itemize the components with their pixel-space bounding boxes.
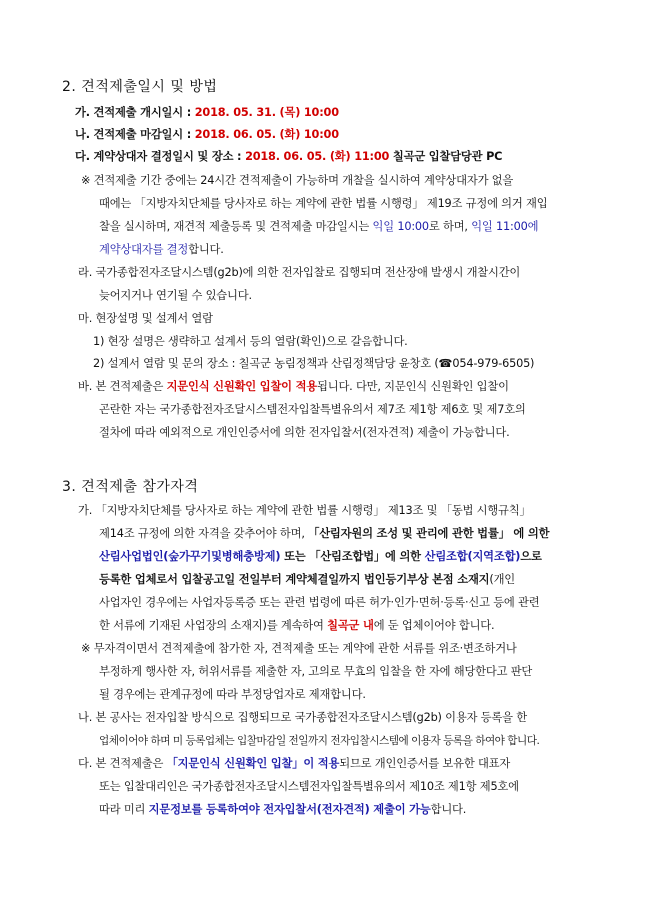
note2-line1: ※ 무자격이면서 견적제출에 참가한 자, 견적제출 또는 계약에 관한 서류를 위조·변조하거나: [81, 642, 517, 655]
note1-line3: [99, 220, 538, 234]
s3-ga-line2-start: 제14조 규정에 의한 자격을 갖추어야 하며,: [99, 527, 309, 540]
note1-line2: 때에는 「지방자치단체를 당사자로 하는 계약에 관한 법률 시행령」 제19조 규정에 의거 재입: [99, 197, 548, 210]
s3-ga-line5: 사업자인 경우에는 사업자등록증 또는 관련 법령에 따른 허가·인가·면허·등록·신고 등에 관련: [99, 596, 540, 609]
s3-da-fingerprint-applied: 「지문인식 신원확인 입찰」이 적용: [166, 757, 340, 770]
s3-da-line1-start: 다. 본 견적제출은: [78, 757, 167, 770]
note1-line4-end: 합니다.: [188, 243, 224, 256]
ga-label: 가. 견적제출 개시일시 :: [75, 106, 195, 119]
da-value: 2018. 06. 05. (화) 11:00: [245, 150, 390, 163]
da-decision-datetime: [75, 150, 502, 164]
ba-fingerprint-applied: 지문인식 신원확인 입찰이 적용: [166, 380, 318, 393]
s3-ga-line6: [99, 619, 494, 633]
note1-line1: ※ 견적제출 기간 중에는 24시간 견적제출이 가능하며 개찰을 실시하여 계약상대자가 없을: [81, 174, 514, 187]
s3-na-line1: 나. 본 공사는 전자입찰 방식으로 집행되므로 국가종합전자조달시스템(g2b) 이용자 등록을 한: [78, 711, 527, 724]
na-label: 나. 견적제출 마감일시 :: [75, 128, 195, 141]
s3-ga-union-law: 「산림조합법」에 의한: [309, 550, 425, 563]
s3-ga-line6-start: 한 서류에 기재된 사업장의 소재지)를 계속하여: [99, 619, 328, 632]
note1-line3-mid: 로 하며,: [428, 220, 472, 233]
section-3-title: 3. 견적제출 참가자격: [62, 479, 199, 495]
ba-line1-start: 바. 본 견적제출은: [78, 380, 167, 393]
s3-da-line2: 또는 입찰대리인은 국가종합전자조달시스템전자입찰특별유의서 제10조 제1항 제5호에: [99, 780, 519, 793]
ra-line2: 늦어지거나 연기될 수 있습니다.: [99, 289, 252, 302]
s3-ga-line4-end: (개인: [489, 573, 516, 586]
s3-ga-line4: [99, 573, 515, 587]
s3-ga-forest-law: 「산림자원의 조성 및 관리에 관한 법률」 에 의한: [308, 527, 550, 540]
s3-ga-line3: [99, 550, 542, 564]
na-close-datetime: [75, 128, 339, 142]
ma-title: 마. 현장설명 및 설계서 열람: [78, 312, 213, 325]
note1-line4: [99, 243, 224, 257]
s3-na-line2: 업체이어야 하며 미 등록업체는 입찰마감일 전일까지 전자입찰시스템에 이용자 등록을 하여야 합니다.: [99, 735, 540, 747]
note1-line3-text: 찰을 실시하며, 재견적 제출등록 및 견적제출 마감일시는: [99, 220, 373, 233]
s3-ga-line2: [99, 527, 549, 541]
section-2-title: 2. 견적제출일시 및 방법: [62, 79, 218, 95]
s3-ga-forest-union: 산림조합(지역조합): [424, 550, 521, 563]
da-label: 다. 계약상대자 결정일시 및 장소 :: [75, 150, 246, 163]
s3-ga-forest-corp: 산림사업법인(숲가꾸기및병해충방제): [99, 550, 281, 563]
s3-ga-chilgok-region: 칠곡군 내: [327, 619, 374, 632]
s3-ga-registration-req: 등록한 업체로서 입찰공고일 전일부터 계약체결일까지 법인등기부상 본점 소재지: [99, 573, 490, 586]
s3-da-line3-end: 합니다.: [430, 803, 467, 816]
ba-line1-end: 됩니다. 다만, 지문인식 신원확인 입찰이: [317, 380, 509, 393]
note1-next-day-1100: 익일 11:00에: [471, 220, 539, 233]
ma-item-2: 2) 설계서 열람 및 문의 장소 : 칠곡군 농림정책과 산림정책담당 윤창호 (☎054-979-6505): [93, 357, 535, 370]
note2-line2: 부정하게 행사한 자, 허위서류를 제출한 자, 고의로 무효의 입찰을 한 자에 해당한다고 판단: [99, 665, 533, 678]
ga-open-datetime: [75, 106, 339, 120]
s3-da-register-fingerprint: 지문정보를 등록하여야 전자입찰서(전자견적) 제출이 가능: [148, 803, 431, 816]
note2-line3: 될 경우에는 관계규정에 따라 부정당업자로 제재합니다.: [99, 688, 366, 701]
na-value: 2018. 06. 05. (화) 10:00: [194, 128, 339, 141]
s3-da-line1-end: 되므로 개인인증서를 보유한 대표자: [339, 757, 511, 770]
ba-line2: 곤란한 자는 국가종합전자조달시스템전자입찰특별유의서 제7조 제1항 제6호 및 제7호의: [99, 403, 526, 416]
s3-ga-line3-end: 으로: [520, 550, 542, 563]
ba-line3: 절차에 따라 예외적으로 개인인증서에 의한 전자입찰서(전자견적) 제출이 가능합니다.: [99, 426, 510, 439]
ba-line1: [78, 380, 509, 394]
s3-ga-line6-end: 에 둔 업체이어야 합니다.: [373, 619, 495, 632]
s3-da-line1: [78, 757, 510, 771]
ra-line1: 라. 국가종합전자조달시스템(g2b)에 의한 전자입찰로 집행되며 전산장애 발생시 개찰시간이: [78, 266, 521, 279]
s3-da-line3-start: 따라 미리: [99, 803, 149, 816]
note1-decide-contractor: 계약상대자를 결정: [99, 243, 189, 256]
ga-value: 2018. 05. 31. (목) 10:00: [194, 106, 339, 119]
da-place: 칠곡군 입찰담당관 PC: [389, 150, 503, 163]
ma-item-1: 1) 현장 설명은 생략하고 설계서 등의 열람(확인)으로 갈음합니다.: [93, 335, 408, 348]
s3-ga-or: 또는: [280, 550, 310, 563]
s3-da-line3: [99, 803, 466, 817]
note1-next-day-1000: 익일 10:00: [372, 220, 429, 233]
s3-ga-line1: 가. 「지방자치단체를 당사자로 하는 계약에 관한 법률 시행령」 제13조 및 「동법 시행규칙」: [78, 504, 531, 517]
